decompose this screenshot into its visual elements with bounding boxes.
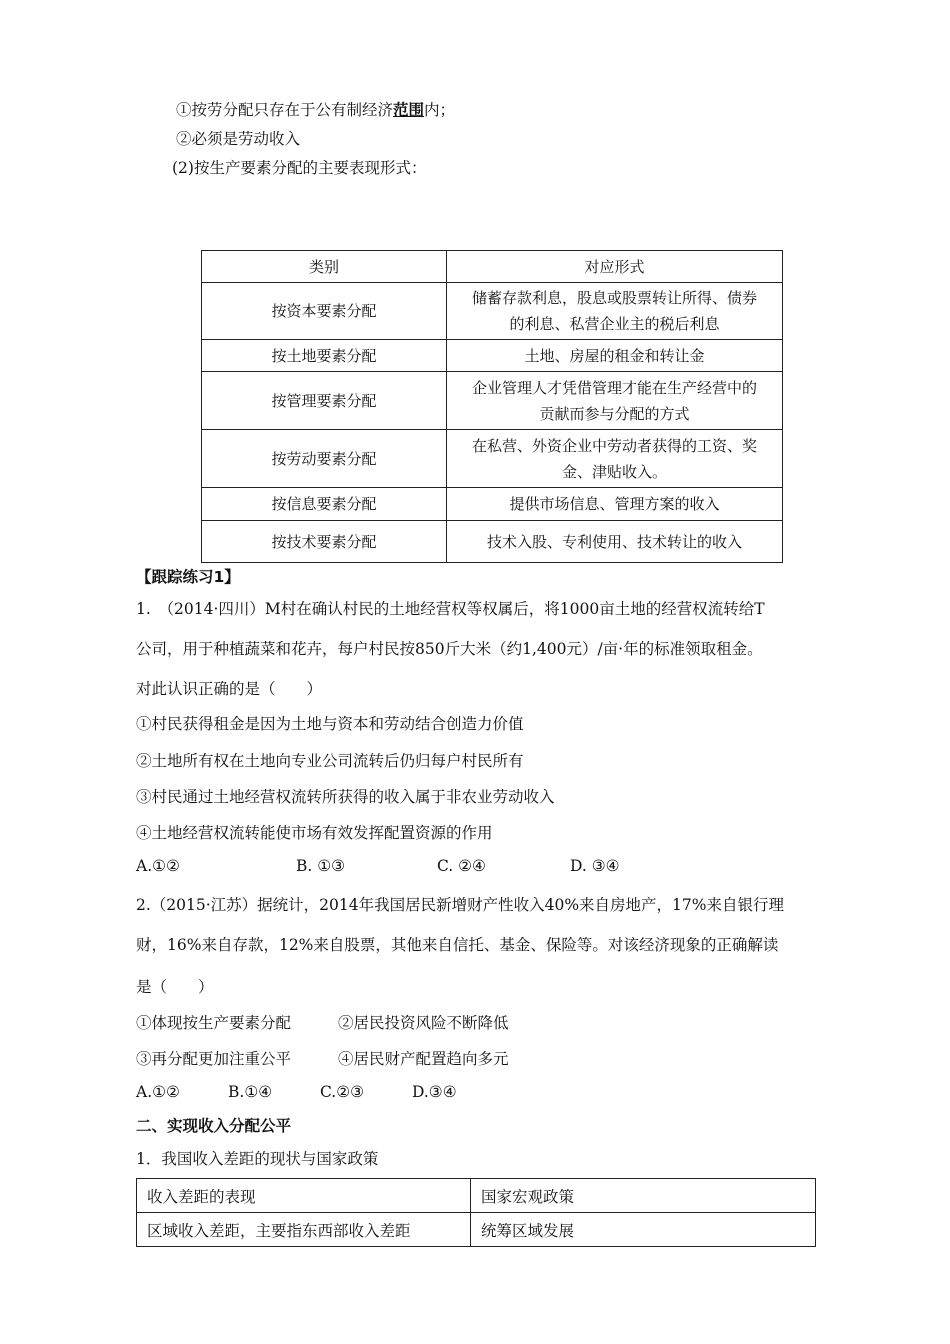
row-policy: 统筹区域发展 [471,1213,816,1247]
factor-distribution-table [201,250,783,563]
table-row [202,521,783,563]
q1-option-1: ①村民获得租金是因为土地与资本和劳动结合创造力价值 [136,715,524,733]
section-2-heading: 二、实现收入分配公平 [136,1117,292,1135]
q1-choice-c: C. ②④ [437,857,486,875]
note-item-2: ②必须是劳动收入 [176,130,301,148]
q2-choice-d: D.③④ [412,1083,457,1101]
q2-option-1: ①体现按生产要素分配 [136,1014,292,1032]
q1-line3: 对此认识正确的是（ ） [136,680,323,698]
table-row [202,283,783,340]
q2-choice-b: B.①④ [228,1083,273,1101]
row-category: 按劳动要素分配 [202,430,447,488]
income-gap-table [136,1178,816,1247]
table-row [202,430,783,488]
row-form: 储蓄存款利息，股息或股票转让所得、债券 的利息、私营企业主的税后利息 [447,283,783,340]
q1-line1: 1. （2014·四川）M村在确认村民的土地经营权等权属后，将1000亩土地的经营权流转给T [136,600,765,618]
row-category: 按信息要素分配 [202,488,447,521]
q1-option-3: ③村民通过土地经营权流转所获得的收入属于非农业劳动收入 [136,788,555,806]
row-category: 按技术要素分配 [202,521,447,563]
row-category: 按土地要素分配 [202,340,447,372]
row-form: 在私营、外资企业中劳动者获得的工资、奖 金、津贴收入。 [447,430,783,488]
table-row [202,372,783,430]
q2-option-4: ④居民财产配置趋向多元 [338,1050,509,1068]
q2-line2: 财，16%来自存款，12%来自股票，其他来自信托、基金、保险等。对该经济现象的正确解读 [136,936,779,954]
table-row [202,340,783,372]
row-gap: 区域收入差距，主要指东西部收入差距 [137,1213,471,1247]
row-category: 按资本要素分配 [202,283,447,340]
table-header-row [137,1179,816,1213]
header-policy: 国家宏观政策 [471,1179,816,1213]
note-item-1: ①按劳分配只存在于公有制经济范围内； [176,100,456,119]
q2-option-2: ②居民投资风险不断降低 [338,1014,509,1032]
row-category: 按管理要素分配 [202,372,447,430]
row-form: 土地、房屋的租金和转让金 [447,340,783,372]
q2-choice-a: A.①② [136,1083,180,1101]
q1-line2: 公司，用于种植蔬菜和花卉，每户村民按850斤大米（约1,400元）/亩·年的标准领取租金。 [136,640,763,658]
underlined-term: 范围 [393,100,425,119]
header-gap: 收入差距的表现 [137,1179,471,1213]
q1-choice-d: D. ③④ [570,857,620,875]
q2-choice-c: C.②③ [320,1083,365,1101]
q2-line3: 是（ ） [136,978,214,996]
row-form: 提供市场信息、管理方案的收入 [447,488,783,521]
q1-choice-a: A.①② [136,857,180,875]
table-row [202,488,783,521]
q2-line1: 2.（2015·江苏）据统计，2014年我国居民新增财产性收入40%来自房地产，17%来自银行理 [136,896,785,914]
q1-option-4: ④土地经营权流转能使市场有效发挥配置资源的作用 [136,824,493,842]
header-form: 对应形式 [447,251,783,283]
q1-option-2: ②土地所有权在土地向专业公司流转后仍归每户村民所有 [136,752,524,770]
row-form: 企业管理人才凭借管理才能在生产经营中的 贡献而参与分配的方式 [447,372,783,430]
practice-heading: 【跟踪练习1】 [136,568,240,586]
header-category: 类别 [202,251,447,283]
subsection-1-heading: 1．我国收入差距的现状与国家政策 [136,1150,379,1168]
row-form: 技术入股、专利使用、技术转让的收入 [447,521,783,563]
q2-option-3: ③再分配更加注重公平 [136,1050,292,1068]
q1-choice-b: B. ①③ [296,857,346,875]
factor-heading: (2)按生产要素分配的主要表现形式： [172,159,427,177]
table-header-row [202,251,783,283]
table-row [137,1213,816,1247]
